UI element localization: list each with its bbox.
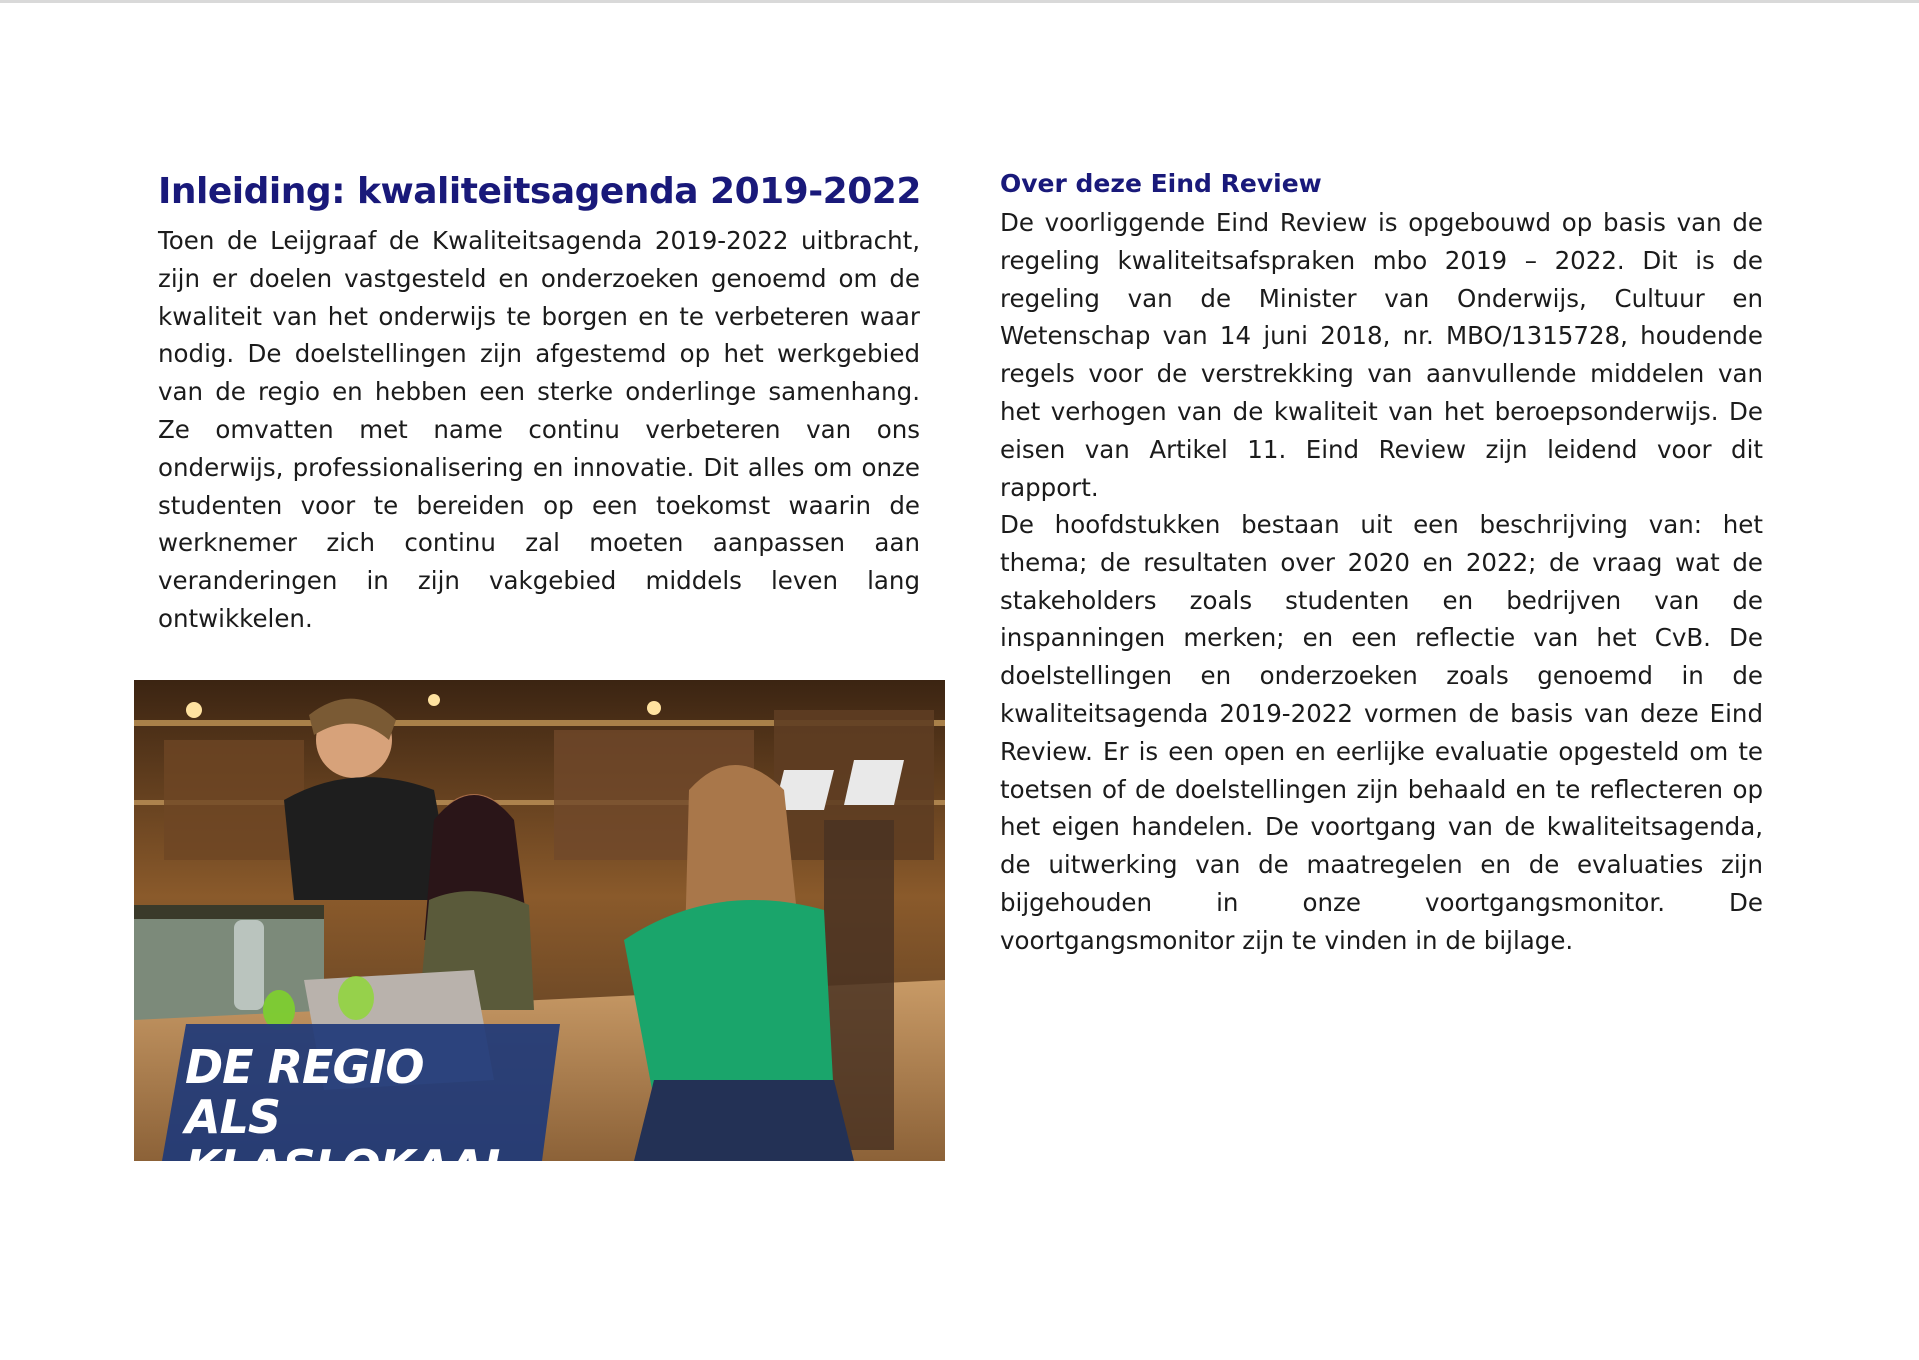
intro-paragraph: Toen de Leijgraaf de Kwaliteitsagenda 2019-2022 uitbracht, zijn er doelen vastgesteld en onderzoeken genoemd om de kwaliteit van het onderwijs te borgen en te verbeteren waar nodig. De doelstellingen zijn afgestemd op het werkgebied van de regio en hebben een sterke onderlinge samenhang. Ze omvatten met name continu verbeteren van ons onderwijs, professionalisering en innovatie. Dit alles om onze studenten voor te bereiden op een toekomst waarin de werknemer zich continu zal moeten aanpassen aan veranderingen in zijn vakgebied middels leven lang ontwikkelen. xyxy=(158,226,920,633)
section-title: Inleiding: kwaliteitsagenda 2019-2022 xyxy=(158,171,921,212)
review-paragraph-2: De hoofdstukken bestaan uit een beschrijving van: het thema; de resultaten over 2020 en 2022; de vraag wat de stakeholders zoals studenten en bedrijven van de inspanningen merken; en een reflectie van het CvB. De doelstellingen en onderzoeken zoals genoemd in de kwaliteitsagenda 2019-2022 vormen de basis van deze Eind Review. Er is een open en eerlijke evaluatie opgesteld om te toetsen of de doelstellingen zijn behaald en te reflecteren op het eigen handelen. De voortgang van de kwaliteitsagenda, de uitwerking van de maatregelen en de evaluaties zijn bijgehouden in onze voortgangsmonitor. De voortgangsmonitor zijn te vinden in de bijlage. xyxy=(1000,510,1763,955)
top-rule xyxy=(0,0,1919,3)
review-heading: Over deze Eind Review xyxy=(1000,169,1322,198)
photo-caption: DE REGIO ALS KLASLOKAAL xyxy=(185,1040,512,1194)
review-paragraph-1: De voorliggende Eind Review is opgebouwd op basis van de regeling kwaliteitsafspraken mbo 2019 – 2022. Dit is de regeling van de Minister van Onderwijs, Cultuur en Wetenschap van 14 juni 2018, nr. MBO/1315728, houdende regels voor de verstrekking van aanvullende middelen van het verhogen van de kwaliteit van het beroepsonderwijs. De eisen van Artikel 11. Eind Review zijn leidend voor dit rapport. xyxy=(1000,208,1763,502)
